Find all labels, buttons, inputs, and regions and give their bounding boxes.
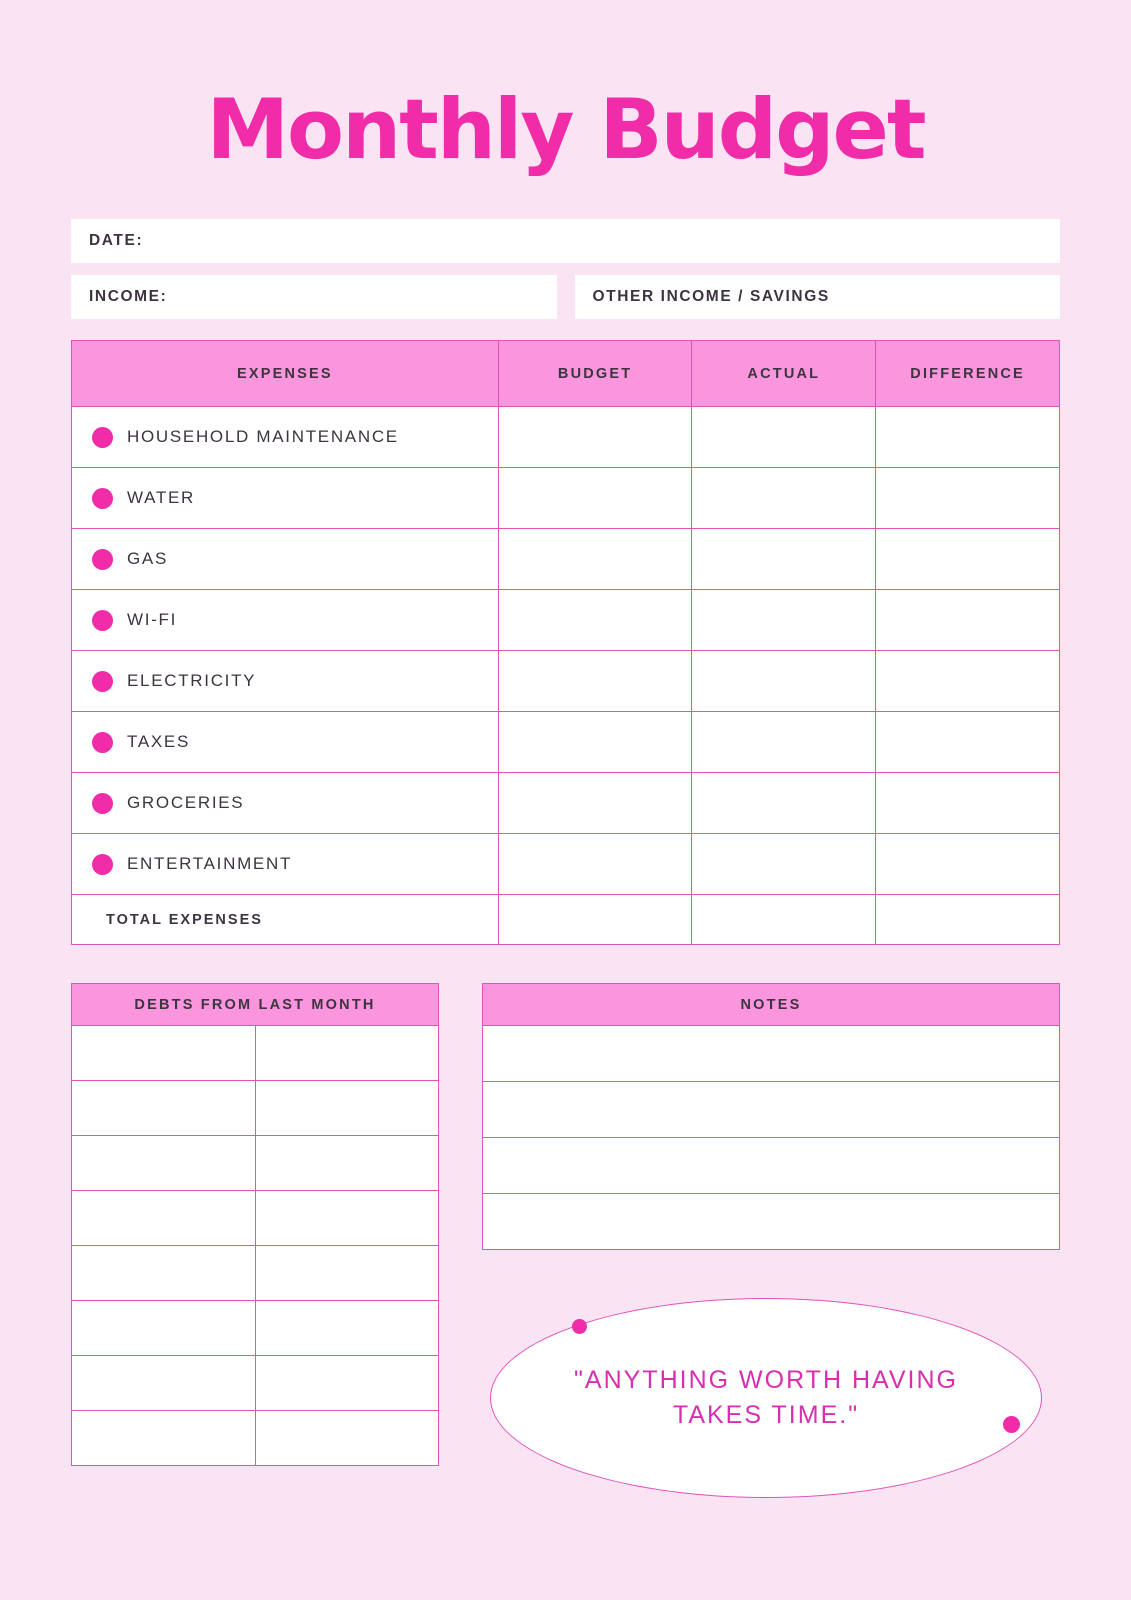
debt-amount-cell[interactable] — [72, 1136, 256, 1191]
bullet-icon — [92, 793, 113, 814]
income-label: INCOME: — [89, 288, 168, 305]
bullet-icon — [92, 549, 113, 570]
actual-cell[interactable] — [692, 590, 876, 651]
expense-name-cell — [72, 407, 499, 468]
debts-table — [71, 983, 439, 1466]
expense-name-cell — [72, 468, 499, 529]
expense-label: WATER — [127, 488, 195, 507]
debt-amount-cell[interactable] — [72, 1246, 256, 1301]
actual-cell[interactable] — [692, 834, 876, 895]
difference-cell[interactable] — [876, 590, 1060, 651]
bullet-icon — [92, 427, 113, 448]
debts-title: DEBTS FROM LAST MONTH — [72, 984, 439, 1026]
table-row — [72, 1026, 439, 1081]
expense-label: TAXES — [127, 732, 190, 751]
table-row — [72, 590, 1060, 651]
budget-cell[interactable] — [498, 590, 692, 651]
notes-table — [482, 983, 1060, 1250]
notes-column — [482, 983, 1060, 1513]
debt-amount-cell[interactable] — [72, 1301, 256, 1356]
debts-panel — [71, 983, 439, 1513]
note-line[interactable] — [483, 1026, 1060, 1082]
table-row — [483, 1082, 1060, 1138]
debt-description-cell[interactable] — [255, 1411, 439, 1466]
bullet-icon — [92, 671, 113, 692]
expense-name-cell — [72, 712, 499, 773]
debt-amount-cell[interactable] — [72, 1411, 256, 1466]
budget-cell[interactable] — [498, 468, 692, 529]
expense-name-cell — [72, 590, 499, 651]
notes-header-row — [483, 984, 1060, 1026]
page-title: Monthly Budget — [206, 81, 925, 178]
note-line[interactable] — [483, 1194, 1060, 1250]
table-row — [72, 1191, 439, 1246]
debt-description-cell[interactable] — [255, 1136, 439, 1191]
bullet-icon — [92, 610, 113, 631]
debt-amount-cell[interactable] — [72, 1191, 256, 1246]
difference-cell[interactable] — [876, 773, 1060, 834]
header-expenses: EXPENSES — [72, 341, 499, 407]
table-row — [72, 468, 1060, 529]
budget-cell[interactable] — [498, 529, 692, 590]
quote-text: "ANYTHING WORTH HAVING TAKES TIME." — [574, 1365, 958, 1429]
other-income-label: OTHER INCOME / SAVINGS — [592, 288, 830, 305]
note-line[interactable] — [483, 1082, 1060, 1138]
table-row — [72, 1081, 439, 1136]
income-field[interactable] — [71, 275, 557, 319]
difference-cell[interactable] — [876, 834, 1060, 895]
table-row — [72, 1356, 439, 1411]
table-row — [72, 1136, 439, 1191]
difference-cell[interactable] — [876, 712, 1060, 773]
expense-label: WI-FI — [127, 610, 178, 629]
debt-amount-cell[interactable] — [72, 1026, 256, 1081]
budget-cell[interactable] — [498, 834, 692, 895]
expense-label: ELECTRICITY — [127, 671, 257, 690]
table-row — [72, 834, 1060, 895]
debt-description-cell[interactable] — [255, 1026, 439, 1081]
table-row — [72, 651, 1060, 712]
expenses-header-row — [72, 341, 1060, 407]
total-expenses-row — [72, 895, 1060, 945]
table-row — [72, 773, 1060, 834]
debt-description-cell[interactable] — [255, 1191, 439, 1246]
table-row — [72, 529, 1060, 590]
table-row — [483, 1194, 1060, 1250]
debts-header-row — [72, 984, 439, 1026]
budget-cell[interactable] — [498, 712, 692, 773]
notes-title: NOTES — [483, 984, 1060, 1026]
budget-cell[interactable] — [498, 773, 692, 834]
actual-cell[interactable] — [692, 468, 876, 529]
table-row — [483, 1026, 1060, 1082]
actual-cell[interactable] — [692, 407, 876, 468]
expense-name-cell — [72, 651, 499, 712]
total-expenses-label: TOTAL EXPENSES — [72, 895, 499, 945]
debt-amount-cell[interactable] — [72, 1356, 256, 1411]
table-row — [72, 1246, 439, 1301]
expense-label: ENTERTAINMENT — [127, 854, 293, 873]
expense-name-cell — [72, 834, 499, 895]
actual-cell[interactable] — [692, 529, 876, 590]
table-row — [72, 1411, 439, 1466]
bullet-icon — [92, 488, 113, 509]
bullet-icon — [92, 854, 113, 875]
expense-name-cell — [72, 773, 499, 834]
expense-label: GROCERIES — [127, 793, 245, 812]
debt-amount-cell[interactable] — [72, 1081, 256, 1136]
table-row — [72, 712, 1060, 773]
difference-cell[interactable] — [876, 651, 1060, 712]
date-row — [71, 219, 1060, 263]
total-actual-cell[interactable] — [692, 895, 876, 945]
debt-description-cell[interactable] — [255, 1246, 439, 1301]
actual-cell[interactable] — [692, 773, 876, 834]
budget-cell[interactable] — [498, 407, 692, 468]
debt-description-cell[interactable] — [255, 1356, 439, 1411]
budget-cell[interactable] — [498, 651, 692, 712]
table-row — [72, 1301, 439, 1356]
note-line[interactable] — [483, 1138, 1060, 1194]
bottom-section — [71, 983, 1060, 1513]
date-field[interactable] — [71, 219, 1060, 263]
total-budget-cell[interactable] — [498, 895, 692, 945]
date-label: DATE: — [89, 232, 144, 249]
debt-description-cell[interactable] — [255, 1081, 439, 1136]
income-row — [71, 275, 1060, 319]
expenses-table — [71, 340, 1060, 945]
debt-description-cell[interactable] — [255, 1301, 439, 1356]
expense-name-cell — [72, 529, 499, 590]
bullet-icon — [92, 732, 113, 753]
decorative-dot-icon — [572, 1319, 587, 1334]
actual-cell[interactable] — [692, 712, 876, 773]
difference-cell[interactable] — [876, 468, 1060, 529]
difference-cell[interactable] — [876, 407, 1060, 468]
header-budget: BUDGET — [498, 341, 692, 407]
difference-cell[interactable] — [876, 529, 1060, 590]
table-row — [483, 1138, 1060, 1194]
table-row — [72, 407, 1060, 468]
other-income-field[interactable] — [575, 275, 1061, 319]
expense-label: GAS — [127, 549, 169, 568]
header-difference: DIFFERENCE — [876, 341, 1060, 407]
total-difference-cell[interactable] — [876, 895, 1060, 945]
header-actual: ACTUAL — [692, 341, 876, 407]
decorative-dot-icon — [1003, 1416, 1020, 1433]
expense-label: HOUSEHOLD MAINTENANCE — [127, 427, 399, 446]
actual-cell[interactable] — [692, 651, 876, 712]
quote-section — [482, 1288, 1060, 1513]
